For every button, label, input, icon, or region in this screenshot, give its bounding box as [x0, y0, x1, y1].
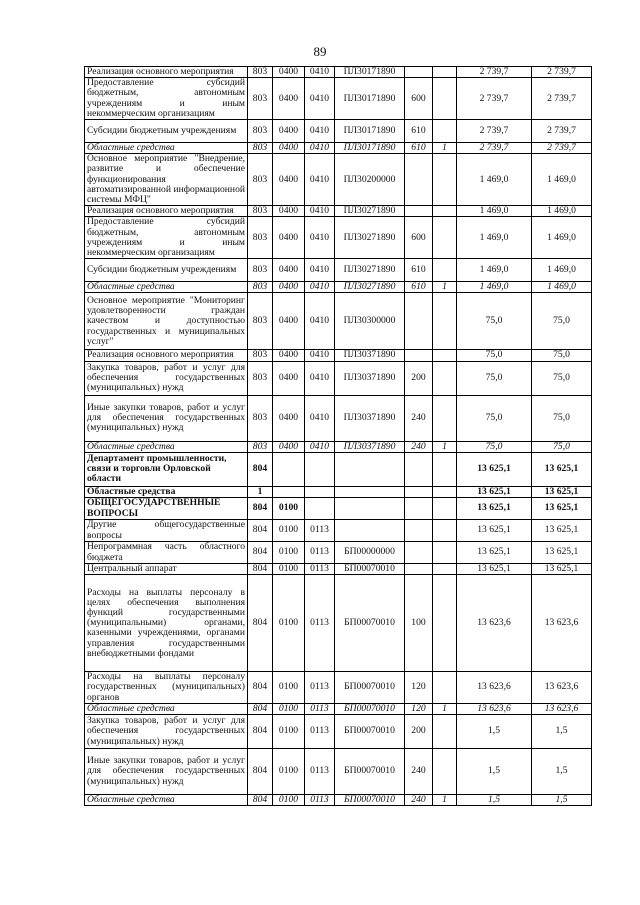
row-source-cell: 1 — [433, 795, 457, 806]
row-name-cell: Основное мероприятие "Внедрение, развитие и обеспечение функционирования автоматизированной информационной системы МФЦ" — [85, 154, 248, 206]
row-pr-cell: 0410 — [305, 217, 335, 259]
row-name-cell: Субсидии бюджетным учреждениям — [85, 259, 248, 282]
row-rz-cell: 0400 — [273, 441, 305, 452]
row-vr-cell: 600 — [405, 217, 433, 259]
row-rz-cell — [273, 486, 305, 497]
row-source-cell: 1 — [433, 143, 457, 154]
row-source-cell — [433, 715, 457, 749]
table-row — [85, 395, 592, 441]
row-amount-year1-cell: 1,5 — [457, 795, 532, 806]
row-csr-cell: ПЛ30371890 — [335, 350, 405, 361]
row-amount-year2-cell: 1,5 — [532, 749, 592, 795]
row-source-cell — [433, 350, 457, 361]
row-amount-year2-cell: 13 625,1 — [532, 542, 592, 564]
row-amount-year1-cell: 2 739,7 — [457, 78, 532, 120]
row-csr-cell: ПЛ30371890 — [335, 441, 405, 452]
row-vr-cell — [405, 67, 433, 78]
row-amount-year2-cell: 1,5 — [532, 795, 592, 806]
row-csr-cell: ПЛ30271890 — [335, 217, 405, 259]
row-name-cell: Центральный аппарат — [85, 564, 248, 575]
row-amount-year2-cell: 13 623,6 — [532, 575, 592, 672]
row-rz-cell: 0400 — [273, 282, 305, 293]
row-name-cell: Реализация основного мероприятия — [85, 206, 248, 217]
row-vr-cell: 600 — [405, 78, 433, 120]
row-rz-cell: 0100 — [273, 795, 305, 806]
row-vr-cell: 610 — [405, 259, 433, 282]
row-gr-cell: 803 — [248, 293, 273, 350]
row-amount-year2-cell: 75,0 — [532, 395, 592, 441]
row-amount-year1-cell: 13 625,1 — [457, 564, 532, 575]
table-row — [85, 575, 592, 672]
table-row — [85, 795, 592, 806]
table-row — [85, 715, 592, 749]
row-amount-year1-cell: 13 625,1 — [457, 542, 532, 564]
row-amount-year1-cell: 2 739,7 — [457, 67, 532, 78]
row-vr-cell — [405, 498, 433, 520]
row-source-cell — [433, 542, 457, 564]
row-source-cell — [433, 486, 457, 497]
row-gr-cell: 803 — [248, 78, 273, 120]
row-vr-cell: 240 — [405, 441, 433, 452]
row-pr-cell: 0410 — [305, 361, 335, 395]
row-gr-cell: 804 — [248, 795, 273, 806]
table-row — [85, 498, 592, 520]
row-gr-cell: 803 — [248, 120, 273, 143]
row-csr-cell: БП00070010 — [335, 575, 405, 672]
row-csr-cell: ПЛ30171890 — [335, 78, 405, 120]
row-rz-cell: 0400 — [273, 120, 305, 143]
row-csr-cell: БП00000000 — [335, 542, 405, 564]
row-rz-cell: 0400 — [273, 206, 305, 217]
row-name-cell: ОБЩЕГОСУДАРСТВЕННЫЕ ВОПРОСЫ — [85, 498, 248, 520]
row-amount-year2-cell: 13 625,1 — [532, 452, 592, 486]
row-amount-year1-cell: 13 625,1 — [457, 486, 532, 497]
row-amount-year2-cell: 13 625,1 — [532, 486, 592, 497]
table-row — [85, 293, 592, 350]
table-row — [85, 143, 592, 154]
row-name-cell: Непрограммная часть областного бюджета — [85, 542, 248, 564]
row-amount-year1-cell: 1,5 — [457, 715, 532, 749]
page-number: 89 — [313, 44, 327, 59]
row-rz-cell: 0100 — [273, 749, 305, 795]
row-gr-cell: 803 — [248, 206, 273, 217]
row-rz-cell: 0100 — [273, 703, 305, 714]
row-amount-year1-cell: 1 469,0 — [457, 217, 532, 259]
row-amount-year1-cell: 13 625,1 — [457, 520, 532, 542]
row-gr-cell: 803 — [248, 259, 273, 282]
row-rz-cell: 0100 — [273, 715, 305, 749]
row-csr-cell: ПЛ30300000 — [335, 293, 405, 350]
row-amount-year2-cell: 75,0 — [532, 361, 592, 395]
row-csr-cell — [335, 520, 405, 542]
row-pr-cell: 0410 — [305, 259, 335, 282]
row-vr-cell — [405, 293, 433, 350]
row-vr-cell — [405, 452, 433, 486]
row-pr-cell: 0410 — [305, 67, 335, 78]
row-csr-cell — [335, 452, 405, 486]
row-source-cell — [433, 217, 457, 259]
row-vr-cell: 610 — [405, 282, 433, 293]
row-source-cell — [433, 259, 457, 282]
row-amount-year1-cell: 13 623,6 — [457, 703, 532, 714]
row-rz-cell: 0400 — [273, 293, 305, 350]
row-amount-year2-cell: 75,0 — [532, 350, 592, 361]
row-csr-cell: ПЛ30271890 — [335, 282, 405, 293]
row-name-cell: Предоставление субсидий бюджетным, автономным учреждениям и иным некоммерческим организациям — [85, 78, 248, 120]
row-amount-year2-cell: 1 469,0 — [532, 154, 592, 206]
row-vr-cell: 240 — [405, 795, 433, 806]
row-vr-cell: 240 — [405, 395, 433, 441]
row-pr-cell — [305, 452, 335, 486]
row-source-cell — [433, 78, 457, 120]
table-row — [85, 259, 592, 282]
row-pr-cell: 0410 — [305, 441, 335, 452]
row-pr-cell: 0410 — [305, 293, 335, 350]
row-csr-cell: ПЛ30271890 — [335, 206, 405, 217]
row-rz-cell: 0400 — [273, 67, 305, 78]
row-pr-cell: 0410 — [305, 206, 335, 217]
row-pr-cell: 0113 — [305, 564, 335, 575]
row-gr-cell: 803 — [248, 361, 273, 395]
row-name-cell: Иные закупки товаров, работ и услуг для обеспечения государственных (муниципальных) нужд — [85, 749, 248, 795]
row-rz-cell: 0100 — [273, 520, 305, 542]
row-source-cell — [433, 520, 457, 542]
table-row — [85, 542, 592, 564]
row-amount-year1-cell: 75,0 — [457, 350, 532, 361]
row-name-cell: Реализация основного мероприятия — [85, 67, 248, 78]
row-pr-cell: 0410 — [305, 120, 335, 143]
row-amount-year1-cell: 75,0 — [457, 441, 532, 452]
row-vr-cell: 240 — [405, 749, 433, 795]
row-amount-year2-cell: 1,5 — [532, 715, 592, 749]
row-amount-year1-cell: 1 469,0 — [457, 259, 532, 282]
row-name-cell: Основное мероприятие "Мониторинг удовлетворенности граждан качеством и доступностью государственных и муниципальных услуг" — [85, 293, 248, 350]
row-rz-cell: 0400 — [273, 78, 305, 120]
row-pr-cell: 0113 — [305, 795, 335, 806]
row-pr-cell: 0410 — [305, 143, 335, 154]
row-gr-cell: 1 — [248, 486, 273, 497]
row-rz-cell: 0400 — [273, 259, 305, 282]
row-name-cell: Закупка товаров, работ и услуг для обеспечения государственных (муниципальных) нужд — [85, 361, 248, 395]
row-amount-year2-cell: 75,0 — [532, 441, 592, 452]
table-row — [85, 703, 592, 714]
row-rz-cell: 0100 — [273, 672, 305, 704]
row-pr-cell: 0410 — [305, 395, 335, 441]
table-row — [85, 361, 592, 395]
row-amount-year1-cell: 13 625,1 — [457, 452, 532, 486]
row-gr-cell: 803 — [248, 154, 273, 206]
row-name-cell: Расходы на выплаты персоналу в целях обеспечения выполнения функций государственными (муниципальными) органами, казенными учреждениями, органами управления государственными внебюджетными фондами — [85, 575, 248, 672]
row-csr-cell: ПЛ30271890 — [335, 259, 405, 282]
row-name-cell: Расходы на выплаты персоналу государственных (муниципальных) органов — [85, 672, 248, 704]
row-source-cell — [433, 749, 457, 795]
row-vr-cell: 200 — [405, 715, 433, 749]
row-source-cell — [433, 575, 457, 672]
row-gr-cell: 804 — [248, 542, 273, 564]
table-row — [85, 441, 592, 452]
row-vr-cell: 120 — [405, 672, 433, 704]
row-source-cell — [433, 67, 457, 78]
row-name-cell: Областные средства — [85, 441, 248, 452]
table-row — [85, 78, 592, 120]
row-amount-year1-cell: 1,5 — [457, 749, 532, 795]
row-name-cell: Областные средства — [85, 703, 248, 714]
row-rz-cell: 0400 — [273, 143, 305, 154]
row-amount-year2-cell: 75,0 — [532, 293, 592, 350]
row-pr-cell: 0113 — [305, 715, 335, 749]
row-amount-year1-cell: 13 625,1 — [457, 498, 532, 520]
table-row — [85, 120, 592, 143]
row-gr-cell: 803 — [248, 217, 273, 259]
row-csr-cell: БП00070010 — [335, 715, 405, 749]
row-name-cell: Предоставление субсидий бюджетным, автономным учреждениям и иным некоммерческим организациям — [85, 217, 248, 259]
row-name-cell: Другие общегосударственные вопросы — [85, 520, 248, 542]
row-gr-cell: 803 — [248, 441, 273, 452]
row-amount-year1-cell: 1 469,0 — [457, 154, 532, 206]
row-source-cell — [433, 206, 457, 217]
row-csr-cell: ПЛ30171890 — [335, 120, 405, 143]
row-amount-year2-cell: 1 469,0 — [532, 282, 592, 293]
row-csr-cell: БП00070010 — [335, 564, 405, 575]
row-amount-year2-cell: 1 469,0 — [532, 206, 592, 217]
table-row — [85, 154, 592, 206]
row-source-cell — [433, 293, 457, 350]
table-row — [85, 564, 592, 575]
row-amount-year2-cell: 1 469,0 — [532, 259, 592, 282]
row-vr-cell — [405, 486, 433, 497]
row-amount-year2-cell: 2 739,7 — [532, 143, 592, 154]
row-rz-cell: 0100 — [273, 498, 305, 520]
row-vr-cell: 610 — [405, 143, 433, 154]
row-csr-cell: БП00070010 — [335, 672, 405, 704]
row-gr-cell: 804 — [248, 564, 273, 575]
row-gr-cell: 804 — [248, 575, 273, 672]
row-name-cell: Субсидии бюджетным учреждениям — [85, 120, 248, 143]
row-gr-cell: 803 — [248, 282, 273, 293]
row-rz-cell: 0400 — [273, 350, 305, 361]
row-gr-cell: 804 — [248, 520, 273, 542]
row-vr-cell: 120 — [405, 703, 433, 714]
row-rz-cell: 0100 — [273, 564, 305, 575]
row-amount-year2-cell: 2 739,7 — [532, 78, 592, 120]
row-source-cell: 1 — [433, 703, 457, 714]
row-source-cell — [433, 452, 457, 486]
row-amount-year2-cell: 13 623,6 — [532, 703, 592, 714]
row-pr-cell: 0113 — [305, 575, 335, 672]
row-pr-cell: 0113 — [305, 672, 335, 704]
row-pr-cell: 0113 — [305, 520, 335, 542]
row-vr-cell — [405, 520, 433, 542]
table-row — [85, 520, 592, 542]
row-rz-cell: 0400 — [273, 395, 305, 441]
row-rz-cell — [273, 452, 305, 486]
row-amount-year2-cell: 13 625,1 — [532, 564, 592, 575]
row-source-cell — [433, 361, 457, 395]
row-rz-cell: 0400 — [273, 154, 305, 206]
row-gr-cell: 804 — [248, 452, 273, 486]
row-amount-year1-cell: 75,0 — [457, 395, 532, 441]
row-pr-cell: 0410 — [305, 78, 335, 120]
row-amount-year2-cell: 2 739,7 — [532, 67, 592, 78]
row-amount-year1-cell: 13 623,6 — [457, 672, 532, 704]
row-vr-cell: 610 — [405, 120, 433, 143]
row-name-cell: Реализация основного мероприятия — [85, 350, 248, 361]
row-source-cell: 1 — [433, 282, 457, 293]
row-vr-cell — [405, 564, 433, 575]
row-source-cell: 1 — [433, 441, 457, 452]
table-row — [85, 749, 592, 795]
row-csr-cell — [335, 486, 405, 497]
row-amount-year1-cell: 2 739,7 — [457, 120, 532, 143]
row-pr-cell: 0410 — [305, 154, 335, 206]
row-name-cell: Закупка товаров, работ и услуг для обеспечения государственных (муниципальных) нужд — [85, 715, 248, 749]
row-amount-year1-cell: 1 469,0 — [457, 206, 532, 217]
row-pr-cell: 0113 — [305, 703, 335, 714]
table-row — [85, 452, 592, 486]
row-pr-cell — [305, 486, 335, 497]
row-csr-cell: ПЛ30371890 — [335, 361, 405, 395]
table-row — [85, 486, 592, 497]
row-amount-year2-cell: 13 625,1 — [532, 520, 592, 542]
row-vr-cell — [405, 154, 433, 206]
row-source-cell — [433, 498, 457, 520]
row-gr-cell: 803 — [248, 350, 273, 361]
row-gr-cell: 804 — [248, 749, 273, 795]
row-gr-cell: 803 — [248, 395, 273, 441]
row-vr-cell — [405, 542, 433, 564]
row-source-cell — [433, 154, 457, 206]
row-csr-cell — [335, 498, 405, 520]
row-amount-year2-cell: 13 625,1 — [532, 498, 592, 520]
row-amount-year2-cell: 13 623,6 — [532, 672, 592, 704]
row-csr-cell: БП00070010 — [335, 749, 405, 795]
row-pr-cell: 0113 — [305, 542, 335, 564]
row-amount-year1-cell: 1 469,0 — [457, 282, 532, 293]
row-pr-cell: 0410 — [305, 350, 335, 361]
row-gr-cell: 804 — [248, 672, 273, 704]
row-name-cell: Областные средства — [85, 143, 248, 154]
row-amount-year1-cell: 75,0 — [457, 293, 532, 350]
row-source-cell — [433, 672, 457, 704]
row-csr-cell: ПЛ30371890 — [335, 395, 405, 441]
row-csr-cell: ПЛ30200000 — [335, 154, 405, 206]
budget-table — [84, 66, 592, 806]
row-rz-cell: 0400 — [273, 217, 305, 259]
row-rz-cell: 0100 — [273, 542, 305, 564]
table-row — [85, 350, 592, 361]
row-gr-cell: 803 — [248, 143, 273, 154]
row-rz-cell: 0400 — [273, 361, 305, 395]
row-name-cell: Областные средства — [85, 282, 248, 293]
table-row — [85, 206, 592, 217]
row-gr-cell: 804 — [248, 715, 273, 749]
row-name-cell: Департамент промышленности, связи и торговли Орловской области — [85, 452, 248, 486]
row-amount-year1-cell: 13 623,6 — [457, 575, 532, 672]
row-name-cell: Иные закупки товаров, работ и услуг для обеспечения государственных (муниципальных) нужд — [85, 395, 248, 441]
row-amount-year2-cell: 1 469,0 — [532, 217, 592, 259]
row-csr-cell: БП00070010 — [335, 795, 405, 806]
row-gr-cell: 803 — [248, 67, 273, 78]
row-source-cell — [433, 120, 457, 143]
row-name-cell: Областные средства — [85, 795, 248, 806]
row-amount-year1-cell: 2 739,7 — [457, 143, 532, 154]
row-vr-cell: 100 — [405, 575, 433, 672]
row-name-cell: Областные средства — [85, 486, 248, 497]
row-csr-cell: ПЛ30171890 — [335, 143, 405, 154]
table-row — [85, 67, 592, 78]
row-amount-year2-cell: 2 739,7 — [532, 120, 592, 143]
row-gr-cell: 804 — [248, 498, 273, 520]
row-pr-cell: 0410 — [305, 282, 335, 293]
row-source-cell — [433, 564, 457, 575]
row-pr-cell: 0113 — [305, 749, 335, 795]
row-source-cell — [433, 395, 457, 441]
row-vr-cell — [405, 206, 433, 217]
row-amount-year1-cell: 75,0 — [457, 361, 532, 395]
row-rz-cell: 0100 — [273, 575, 305, 672]
table-row — [85, 217, 592, 259]
row-pr-cell — [305, 498, 335, 520]
row-csr-cell: БП00070010 — [335, 703, 405, 714]
row-gr-cell: 804 — [248, 703, 273, 714]
table-row — [85, 672, 592, 704]
row-vr-cell — [405, 350, 433, 361]
row-csr-cell: ПЛ30171890 — [335, 67, 405, 78]
row-vr-cell: 200 — [405, 361, 433, 395]
table-row — [85, 282, 592, 293]
